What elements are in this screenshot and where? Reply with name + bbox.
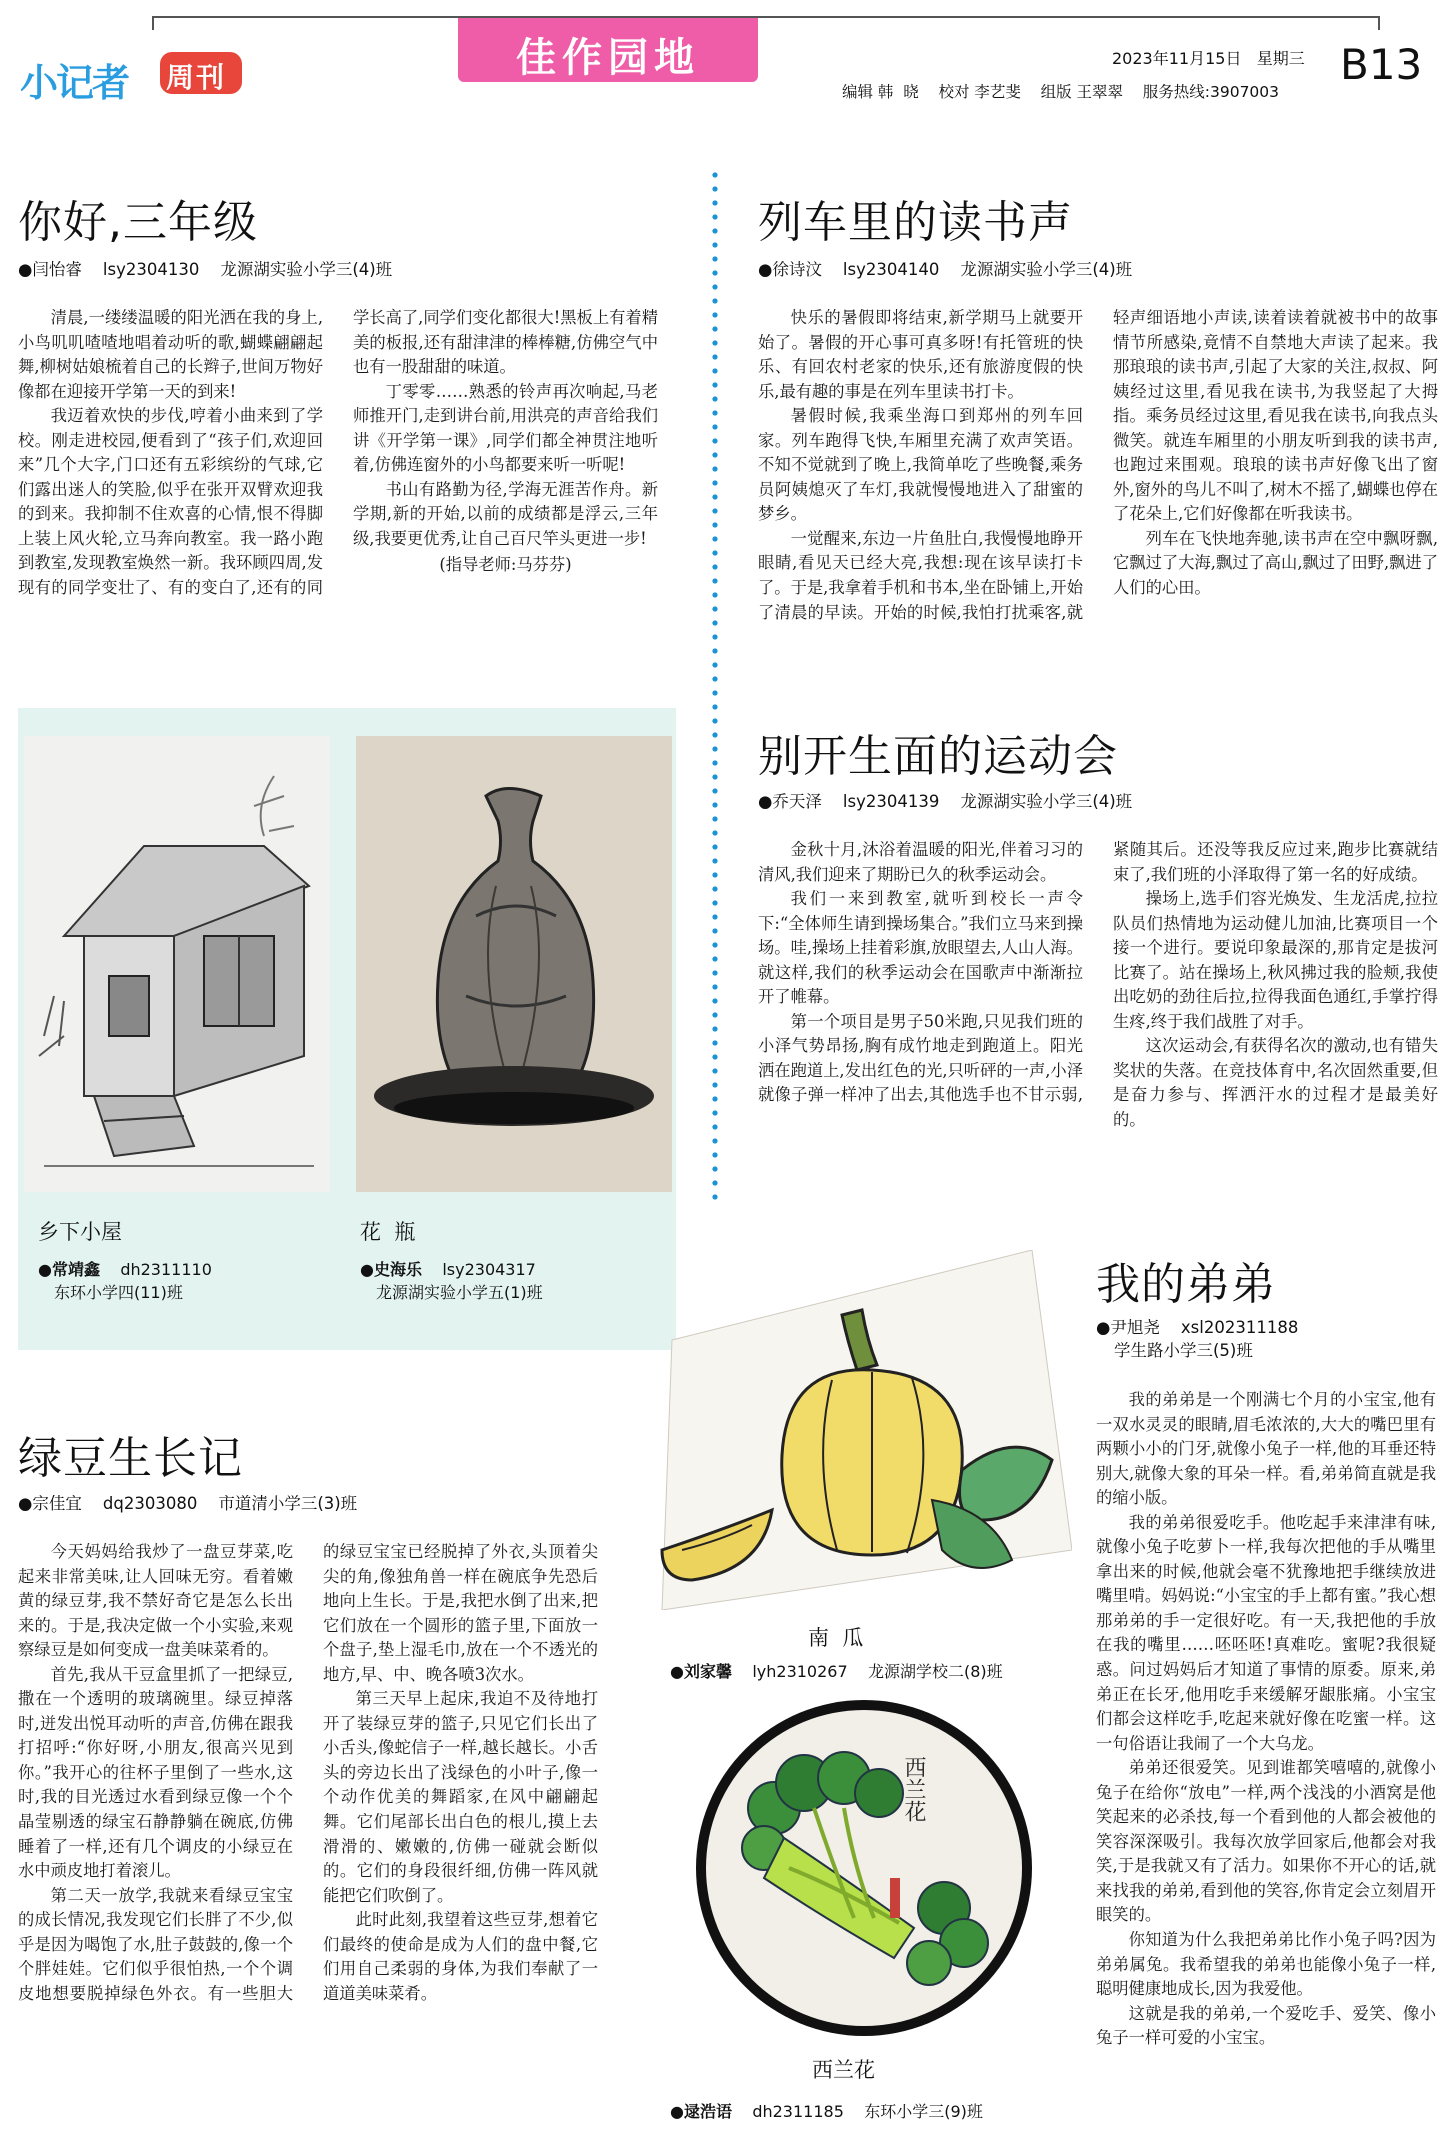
logo-main-text: 小记者 — [20, 61, 129, 105]
paragraph: 首先,我从干豆盒里抓了一把绿豆,撒在一个透明的玻璃碗里。绿豆掉落时,迸发出悦耳动听的声音,仿佛在跟我打招呼:“你好呀,小朋友,很高兴见到你。”我开心的往杯子里倒了一些水,这时,我的目光透过水看到绿豆像一个个晶莹剔透的绿宝石静静躺在碗底,仿佛睡着了一样,还有几个调皮的小绿豆在水中顽皮地打着滚儿。 — [18, 1664, 293, 1881]
paragraph: 第二天一放学,我就来看绿豆宝宝的成长情况,我发现它们长胖了不少,似乎是因为喝饱了水,肚子鼓鼓的,像一个个胖娃娃。它们似乎很怕热,一个个调皮地想要脱掉绿色外衣。有一些胆大的绿豆宝宝已经脱掉了外衣,头顶着尖尖的角,像独角兽一样在碗底争先恐后地向上生长。于是,我把水倒了出来,把它们放在一个圆形的篮子里,下面放一个盘子,垫上湿毛巾,放在一个不透光的地方,早、中、晚各喷3次水。 — [18, 1542, 598, 2003]
paragraph: 此时此刻,我望着这些豆芽,想着它们最终的使命是成为人们的盘中餐,它们用自己柔弱的身体,为我们奉献了一道道美味菜肴。 — [323, 1910, 598, 2003]
author-name: 尹旭尧 — [1110, 1318, 1160, 1337]
author-school: 龙源湖实验小学三(4)班 — [960, 792, 1133, 811]
article-title: 别开生面的运动会 — [758, 731, 1118, 782]
artwork-broccoli — [694, 1698, 1034, 2038]
author-name: 徐诗汶 — [772, 260, 822, 279]
author-id: lsy2304130 — [102, 260, 200, 279]
artist-name: 逯浩语 — [683, 2102, 732, 2121]
bullet: ● — [1096, 1318, 1111, 1337]
artist-id: dh2311185 — [752, 2102, 844, 2121]
page-number: B13 — [1340, 40, 1423, 89]
article-title: 我的弟弟 — [1096, 1259, 1276, 1310]
paragraph: 这就是我的弟弟,一个爱吃手、爱笑、像小兔子一样可爱的小宝宝。 — [1096, 2003, 1436, 2048]
bullet: ● — [670, 2102, 684, 2121]
article-body — [758, 306, 1438, 676]
masthead-logo — [20, 50, 250, 105]
article-byline — [758, 256, 1132, 280]
paragraph: 你知道为什么我把弟弟比作小兔子吗?因为弟弟属兔。我希望我的弟弟也能像小兔子一样,聪明健康地成长,因为我爱他。 — [1096, 1930, 1436, 1999]
paragraph: 丁零零……熟悉的铃声再次响起,马老师推开门,走到讲台前,用洪亮的声音给我们讲《开学第一课》,同学们都全神贯注地听着,仿佛连窗外的小鸟都要来听一听呢! — [353, 381, 658, 475]
teacher-credit: (指导老师:马芬芬) — [439, 555, 572, 575]
author-school: 龙源湖实验小学三(4)班 — [220, 260, 393, 279]
author-name: 乔天泽 — [772, 792, 822, 811]
author-id: lsy2304139 — [842, 792, 940, 811]
artwork-title: 乡下小屋 — [38, 1220, 122, 1244]
author-school: 市道清小学三(3)班 — [218, 1494, 358, 1513]
artwork-title: 南 瓜 — [808, 1626, 864, 1650]
header-rule-tick — [152, 16, 154, 30]
article-title: 绿豆生长记 — [18, 1433, 243, 1484]
artwork-title: 花 瓶 — [360, 1220, 416, 1244]
paragraph: 这次运动会,有获得名次的激动,也有错失奖状的失落。在竞技体育中,名次固然重要,但是奋力参与、挥洒汗水的过程才是最美好的。 — [1113, 1036, 1438, 1130]
article-body — [1096, 1388, 1436, 2128]
artist-id: lyh2310267 — [752, 1662, 848, 1681]
author-name: 闫怡睿 — [32, 260, 82, 279]
gallery-panel — [18, 708, 676, 1350]
broccoli-drawing — [694, 1698, 1034, 2038]
article-title: 列车里的读书声 — [758, 197, 1073, 248]
artist-school: 龙源湖实验小学五(1)班 — [376, 1283, 543, 1302]
artwork-credit — [38, 1258, 212, 1304]
paragraph: 暑假时候,我乘坐海口到郑州的列车回家。列车跑得飞快,车厢里充满了欢声笑语。不知不觉就到了晚上,我简单吃了些晚餐,乘务员阿姨熄灭了车灯,我就慢慢地进入了甜蜜的梦乡。 — [758, 406, 1083, 524]
credits-line: 编辑 韩 晓 校对 李艺斐 组版 王翠翠 服务热线:3907003 — [842, 83, 1280, 101]
article-byline — [1096, 1316, 1298, 1362]
paragraph: 一觉醒来,东边一片鱼肚白,我慢慢地睁开眼睛,看见天已经大亮,我想:现在该早读打卡了。于是,我拿着手机和书本,坐在卧铺上,开始了清晨的早读。开始的时候,我怕打扰乘客,就轻声细语地小声读,读着读着就被书中的故事情节所感染,竟情不自禁地大声读了起来。我那琅琅的读书声,引起了大家的关注,叔叔、阿姨经过这里,看见我在读书,为我竖起了大拇指。乘务员经过这里,看见我在读书,向我点头微笑。就连车厢里的小朋友听到我的读书声,也跑过来围观。琅琅的读书声好像飞出了窗外,窗外的鸟儿不叫了,树木不摇了,蝴蝶也停在了花朵上,它们好像都在听我读书。 — [758, 308, 1438, 622]
artwork-vase — [356, 736, 672, 1192]
article-title: 你好,三年级 — [18, 197, 258, 248]
article-body — [18, 1540, 598, 2126]
article-byline — [758, 788, 1132, 812]
paragraph: 第三天早上起床,我迫不及待地打开了装绿豆芽的篮子,只见它们长出了小舌头,像蛇信子一样,越长越长。小舌头的旁边长出了浅绿色的小叶子,像一个动作优美的舞蹈家,在风中翩翩起舞。它们尾部长出白色的根儿,摸上去滑滑的、嫩嫩的,仿佛一碰就会断似的。它们的身段很纤细,仿佛一阵风就能把它们吹倒了。 — [323, 1689, 598, 1905]
artist-name: 史海乐 — [373, 1260, 422, 1279]
artist-name: 常靖鑫 — [51, 1260, 100, 1279]
paragraph: 我们一来到教室,就听到校长一声令下:“全体师生请到操场集合。”我们立马来到操场。哇,操场上挂着彩旗,放眼望去,人山人海。就这样,我们的秋季运动会在国歌声中渐渐拉开了帷幕。 — [758, 889, 1083, 1007]
paragraph: 操场上,选手们容光焕发、生龙活虎,拉拉队员们热情地为运动健儿加油,比赛项目一个接一个进行。要说印象最深的,那肯定是拔河比赛了。站在操场上,秋风拂过我的脸颊,我使出吃奶的劲往后拉,拉得我面色通红,手掌拧得生疼,终于我们战胜了对手。 — [1113, 889, 1438, 1031]
article-byline — [18, 256, 392, 280]
paragraph: 弟弟还很爱笑。见到谁都笑嘻嘻的,就像小兔子在给你“放电”一样,两个浅浅的小酒窝是他笑起来的必杀技,每一个看到他的人都会被他的笑容深深吸引。我每次放学回家后,他都会对我笑,于是我就又有了活力。如果你不开心的话,就来找我的弟弟,看到他的笑容,你肯定会立刻眉开眼笑的。 — [1096, 1758, 1436, 1925]
section-banner — [458, 18, 758, 82]
house-drawing — [24, 736, 330, 1192]
author-school: 学生路小学三(5)班 — [1114, 1341, 1253, 1360]
bullet: ● — [758, 792, 773, 811]
paragraph: 我的弟弟很爱吃手。他吃起手来津津有味,就像小兔子吃萝卜一样,我每次把他的手从嘴里拿出来的时候,他就会毫不犹豫地把手继续放进嘴里啃。妈妈说:“小宝宝的手上都有蜜。”我心想那弟弟的手一定很好吃。有一天,我把他的手放在我的嘴里……呸呸呸!真难吃。蜜呢?我很疑惑。问过妈妈后才知道了事情的原委。原来,弟弟正在长牙,他用吃手来缓解牙龈胀痛。小宝宝们都会这样吃手,吃起来就好像在吃蜜一样。这一句俗语让我闹了一个大乌龙。 — [1096, 1512, 1436, 1753]
author-id: xsl202311188 — [1180, 1318, 1299, 1337]
broccoli-inscription: 西兰花 — [901, 1756, 926, 1822]
artwork-credit — [670, 1660, 1003, 1683]
bullet: ● — [38, 1260, 52, 1279]
artist-school: 东环小学四(11)班 — [54, 1283, 183, 1302]
column-divider — [712, 168, 718, 1208]
vase-drawing — [356, 736, 672, 1192]
artwork-credit — [670, 2100, 983, 2123]
artist-school: 龙源湖学校二(8)班 — [867, 1662, 1003, 1681]
header-rule — [152, 16, 1380, 18]
article-body — [758, 838, 1438, 1186]
issue-date: 2023年11月15日 星期三 — [1112, 49, 1305, 68]
artist-name: 刘家馨 — [683, 1662, 732, 1681]
logo-tag-text: 周刊 — [166, 61, 227, 94]
bullet: ● — [670, 1662, 684, 1681]
paragraph: 第一个项目是男子50米跑,只见我们班的小泽气势昂扬,胸有成竹地走到跑道上。阳光洒在跑道上,发出红色的光,只听砰的一声,小泽就像子弹一样冲了出去,其他选手也不甘示弱,紧随其后。还没等我反应过来,跑步比赛就结束了,我们班的小泽取得了第一名的好成绩。 — [758, 840, 1438, 1105]
author-school: 龙源湖实验小学三(4)班 — [960, 260, 1133, 279]
pumpkin-drawing — [632, 1250, 1072, 1610]
bullet: ● — [18, 260, 33, 279]
author-id: lsy2304140 — [842, 260, 940, 279]
paragraph: 今天妈妈给我炒了一盘豆芽菜,吃起来非常美味,让人回味无穷。看着嫩黄的绿豆芽,我不禁好奇它是怎么长出来的。于是,我决定做一个小实验,来观察绿豆是如何变成一盘美味菜肴的。 — [18, 1542, 293, 1660]
paragraph: 列车在飞快地奔驰,读书声在空中飘呀飘,它飘过了大海,飘过了高山,飘过了田野,飘进了人们的心田。 — [1113, 528, 1438, 598]
author-name: 宗佳宜 — [32, 1494, 82, 1513]
bullet: ● — [360, 1260, 374, 1279]
paragraph: 金秋十月,沐浴着温暖的阳光,伴着习习的清风,我们迎来了期盼已久的秋季运动会。 — [758, 840, 1083, 884]
artwork-credit — [360, 1258, 543, 1304]
paragraph: 快乐的暑假即将结束,新学期马上就要开始了。暑假的开心事可真多呀!有托管班的快乐、有回农村老家的快乐,还有旅游度假的快乐,最有趣的事是在列车里读书打卡。 — [758, 308, 1083, 401]
header-rule-tick-right — [1378, 16, 1380, 30]
artwork-pumpkin — [632, 1250, 1072, 1610]
article-body — [18, 306, 658, 648]
section-title: 佳作园地 — [516, 35, 700, 81]
artwork-house — [24, 736, 330, 1192]
bullet: ● — [18, 1494, 33, 1513]
article-byline — [18, 1490, 357, 1514]
artwork-title: 西兰花 — [812, 2058, 875, 2082]
author-id: dq2303080 — [102, 1494, 198, 1513]
artist-id: dh2311110 — [120, 1260, 212, 1279]
bullet: ● — [758, 260, 773, 279]
paragraph: 书山有路勤为径,学海无涯苦作舟。新学期,新的开始,以前的成绩都是浮云,三年级,我要更优秀,让自己百尺竿头更进一步! — [353, 479, 658, 548]
paragraph: 清晨,一缕缕温暖的阳光洒在我的身上,小鸟叽叽喳喳地唱着动听的歌,蝴蝶翩翩起舞,柳树姑娘梳着自己的长辫子,世间万物好像都在迎接开学第一天的到来! — [18, 308, 323, 401]
artist-school: 东环小学三(9)班 — [864, 2102, 983, 2121]
artist-id: lsy2304317 — [442, 1260, 536, 1279]
paragraph: 我迈着欢快的步伐,哼着小曲来到了学校。刚走进校园,便看到了“孩子们,欢迎回来”几个大字,门口还有五彩缤纷的气球,它们露出迷人的笑脸,似乎在张开双臂欢迎我的到来。我抑制不住欢喜的心情,恨不得脚上装上风火轮,立马奔向教室。我一路小跑到教室,发现教室焕然一新。我环顾四周,发现有的同学变壮了、有的变白了,还有的同学长高了,同学们变化都很大!黑板上有着精美的板报,还有甜津津的棒棒糖,仿佛空气中也有一股甜甜的味道。 — [18, 308, 658, 598]
paragraph: 我的弟弟是一个刚满七个月的小宝宝,他有一双水灵灵的眼睛,眉毛浓浓的,大大的嘴巴里有两颗小小的门牙,就像小兔子一样,他的耳垂还特别大,就像大象的耳朵一样。看,弟弟简直就是我的缩小版。 — [1096, 1390, 1436, 1508]
